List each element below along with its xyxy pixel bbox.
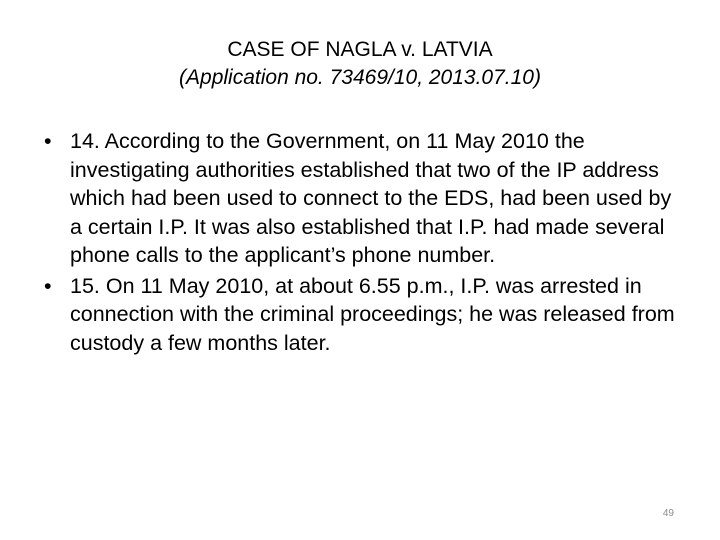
case-title: CASE OF NAGLA v. LATVIA [227,38,493,61]
bullet-list [44,127,684,359]
page-number: 49 [662,508,674,519]
bullet-icon: • [44,273,52,298]
slide-title [0,36,720,92]
paragraph-14-text: 14. According to the Government, on 11 May 2010 the investigating authorities established that two of the IP address which had been used to connect to the EDS, had been used by a certain I.P. It was also established that I.P. had made several phone calls to the applicant’s phone number. [70,129,672,267]
bullet-item-15 [44,272,684,358]
bullet-item-14 [44,127,684,270]
application-subtitle: (Application no. 73469/10, 2013.07.10) [179,66,541,89]
bullet-icon: • [44,129,52,153]
paragraph-15-text: 15. On 11 May 2010, at about 6.55 p.m., I.P. was arrested in connection with the criminal proceedings; he was released from custody a few months later. [70,273,675,355]
